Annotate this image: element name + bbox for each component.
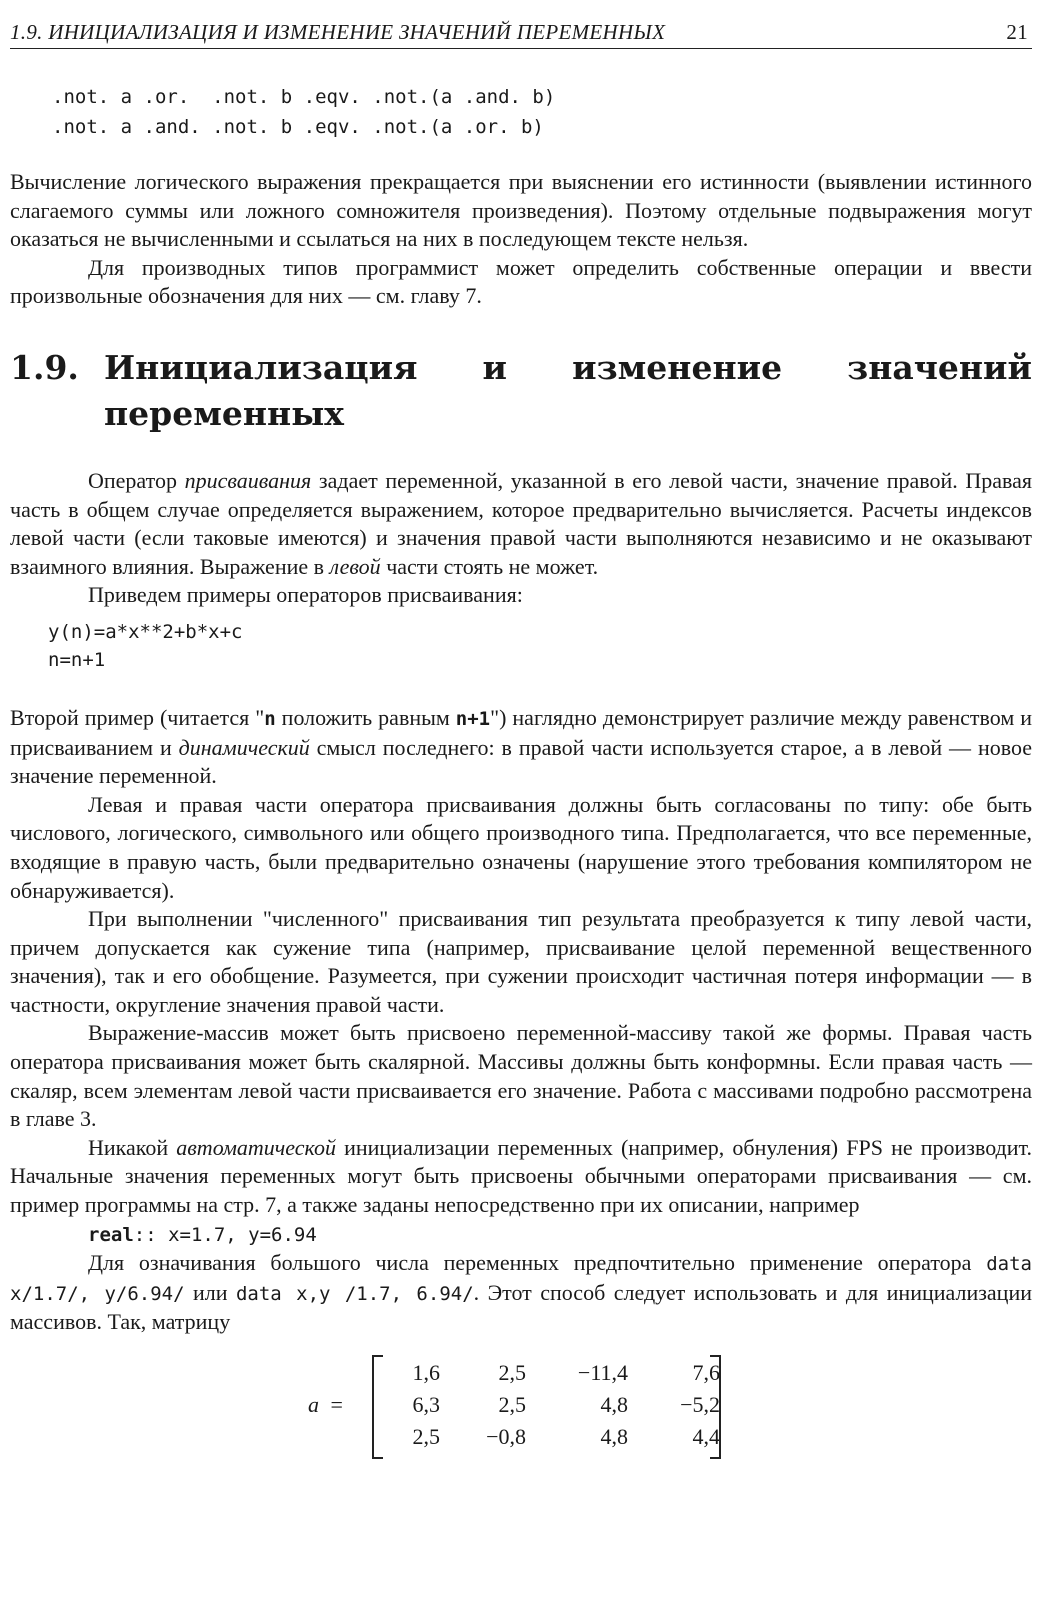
text-run: части стоять не может. [380,553,599,579]
page-number: 21 [1006,20,1028,44]
inline-code: data x,y /1.7, 6.94/ [235,1282,474,1305]
right-bracket [710,1355,721,1459]
text-run: Никакой [88,1134,177,1160]
code-line: .not. a .or. .not. b .eqv. .not.(a .and. b) [52,86,556,108]
text-run: Второй пример (читается " [10,704,265,730]
text-run: Для означивания большого числа переменных предпочтительно применение оператора [88,1250,987,1276]
matrix-cell: 1,6 [412,1360,440,1385]
code-line: n=n+1 [48,648,106,671]
matrix-cell: 7,6 [692,1360,720,1385]
paragraph-derived-types: Для производных типов программист может определить собственные операции и ввести произвольные обозначения для них — см. главу 7. [10,254,1032,309]
matrix-symbol: a [308,1392,319,1417]
matrix-cell: −5,2 [680,1392,720,1417]
code-text: :: x=1.7, y=6.94 [133,1223,317,1246]
code-line: .not. a .and. .not. b .eqv. .not.(a .or. b) [52,116,544,138]
text-run: ") наглядно демонстрирует различие между равенством и присваиванием и [10,704,1032,760]
paragraph-numeric-assignment: При выполнении "численного" присваивания тип результата преобразуется к типу левой части, причем допускается как сужение типа (например, присваивание целой переменной вещественного значения), так и его обобщение. Разумеется, при сужении происходит частичная потеря информации — в частности, округление значения правой части. [10,906,1032,1017]
matrix-cell: −11,4 [577,1360,628,1385]
text-run: задает переменной, указанной в его левой части, значение правой. Правая часть в общем случае определяется выражением, которое предварительно вычисляется. Расчеты индексов левой части (если таковые имеются) и значения правой части выполняются независимо и не оказывают взаимного влияния. Выражение в [10,467,1033,579]
emphasis-term: динамический [178,734,310,760]
paragraph-automatic-initialization [10,1134,1032,1220]
text-run: смысл последнего: в правой части используется старое, а в левой — новое значение переменной. [10,734,1032,789]
page-body [10,82,1032,1461]
equals-sign: = [330,1392,343,1417]
matrix-grid [386,1357,720,1453]
matrix-cell: 4,8 [600,1424,628,1449]
emphasis-term: левой [329,553,381,579]
text-run: положить равным [275,704,456,730]
code-real-declaration [10,1220,1032,1250]
left-bracket [372,1355,383,1459]
matrix-cell: 2,5 [412,1424,440,1449]
text-run: или [184,1279,236,1305]
text-run: Оператор [88,467,185,493]
text-run: . Этот способ следует использовать и для инициализации массивов. Так, матрицу [10,1279,1032,1335]
inline-code: n [264,707,276,730]
paragraph-array-assignment: Выражение-массив может быть присвоено переменной-массиву такой же формы. Правая часть оператора присваивания может быть скалярной. Массивы должны быть конформны. Если правая часть — скаляр, всем элементам левой части присваивается его значение. Работа с массивами подробно рассмотрена в главе 3. [10,1020,1032,1132]
matrix-cell: −0,8 [486,1424,526,1449]
code-line: y(n)=a*x**2+b*x+c [48,620,243,643]
paragraph-second-example [10,704,1032,791]
matrix-cell: 2,5 [498,1360,526,1385]
section-heading [10,345,1032,437]
paragraph-evaluation: Вычисление логического выражения прекращается при выяснении его истинности (выявлении истинного слагаемого суммы или ложного сомножителя произведения). Поэтому отдельные подвыражения могут оказаться не вычисленными и ссылаться на них в последующем тексте нельзя. [10,169,1032,252]
code-logical-identities [10,82,1032,142]
section-number: 1.9. [10,347,79,387]
emphasis-term: присваивания [184,467,312,493]
matrix-cell: 6,3 [412,1392,440,1417]
matrix-equation [10,1351,1032,1461]
matrix-cell: 4,4 [692,1424,720,1449]
paragraph-assignment-operator [10,467,1032,581]
emphasis-term: автоматической [176,1134,336,1160]
section-title: Инициализация и изменение значений переменных [104,347,1032,433]
running-header [10,18,1032,49]
code-assignment-examples [10,618,1032,674]
inline-code: n+1 [455,707,491,730]
code-keyword: real [88,1223,134,1246]
matrix-cell: 2,5 [498,1392,526,1417]
matrix-cell: 4,8 [600,1392,628,1417]
paragraph-data-statement [10,1249,1032,1337]
paragraph-type-agreement: Левая и правая части оператора присваивания должны быть согласованы по типу: обе быть числового, логического, символьного или общего производного типа. Предполагается, что все переменные, входящие в правую часть, были предварительно означены (нарушение этого требования компилятором не обнаруживается). [10,791,1032,903]
text-run: инициализации переменных (например, обнуления) FPS не производит. Начальные значения переменных могут быть присвоены обычными операторами присваивания — см. пример программы на стр. 7, а также заданы непосредственно при их описании, например [10,1134,1032,1218]
paragraph-examples-intro: Приведем примеры операторов присваивания: [88,582,523,608]
inline-code: data x/1.7/, y/6.94/ [10,1253,1032,1305]
matrix-name [308,1391,343,1420]
running-header-title: 1.9. ИНИЦИАЛИЗАЦИЯ И ИЗМЕНЕНИЕ ЗНАЧЕНИЙ ПЕРЕМЕННЫХ [10,20,666,44]
